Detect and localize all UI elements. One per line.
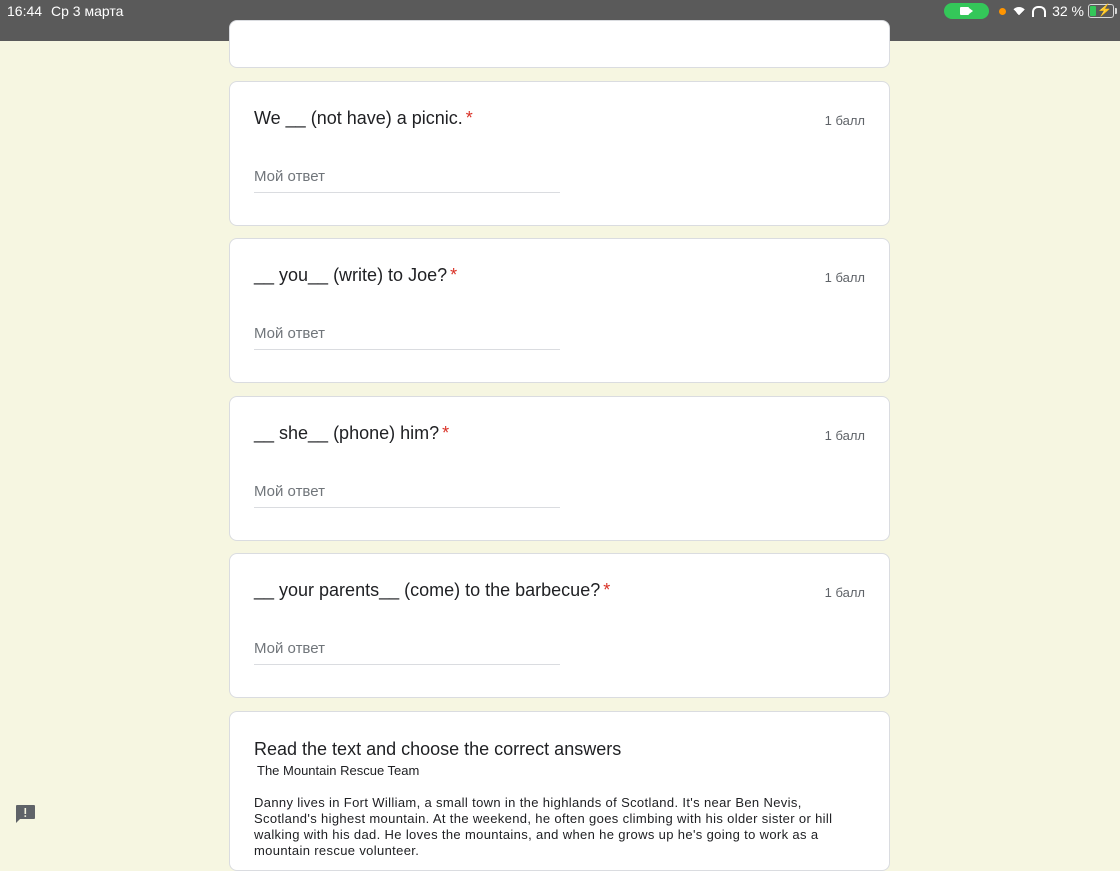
question-title: We __ (not have) a picnic. * [254, 108, 473, 128]
question-card [229, 81, 890, 226]
question-card-partial [229, 20, 890, 68]
section-text: Danny lives in Fort William, a small town in the highlands of Scotland. It's near Ben Nevis, Scotland's highest mountain. At the weekend, he often goes climbing with his older sister or hill walking with his dad. He loves the mountains, and when he grows up he's going to work as a mountain rescue volunteer. [254, 795, 833, 858]
question-points: 1 балл [824, 428, 865, 443]
status-time: 16:44 [7, 3, 43, 19]
answer-input[interactable]: Мой ответ [254, 640, 560, 665]
question-title: __ you__ (write) to Joe? * [254, 265, 458, 285]
battery-percentage: 32 % [1052, 3, 1084, 19]
question-title: __ she__ (phone) him? * [254, 423, 450, 443]
wifi-icon [1012, 4, 1026, 18]
question-points: 1 балл [824, 585, 865, 600]
privacy-indicator-dot [999, 8, 1006, 15]
answer-input[interactable]: Мой ответ [254, 325, 560, 350]
question-card [229, 553, 890, 698]
question-points: 1 балл [824, 270, 865, 285]
required-asterisk: * [450, 265, 458, 285]
headphones-icon [1032, 6, 1046, 17]
section-card [229, 711, 890, 871]
question-card [229, 238, 890, 383]
status-date: Ср 3 марта [51, 3, 124, 19]
battery-icon: ⚡ [1088, 4, 1114, 18]
feedback-icon[interactable] [14, 804, 36, 824]
section-subtitle: The Mountain Rescue Team [257, 763, 420, 778]
required-asterisk: * [442, 423, 450, 443]
question-points: 1 балл [824, 113, 865, 128]
question-title: __ your parents__ (come) to the barbecue? * [254, 580, 611, 600]
required-asterisk: * [465, 108, 473, 128]
camera-icon [944, 3, 989, 19]
question-card [229, 396, 890, 541]
required-asterisk: * [603, 580, 611, 600]
section-title: Read the text and choose the correct answers [254, 739, 622, 759]
status-indicators [944, 2, 1114, 20]
answer-input[interactable]: Мой ответ [254, 483, 560, 508]
answer-input[interactable]: Мой ответ [254, 168, 560, 193]
